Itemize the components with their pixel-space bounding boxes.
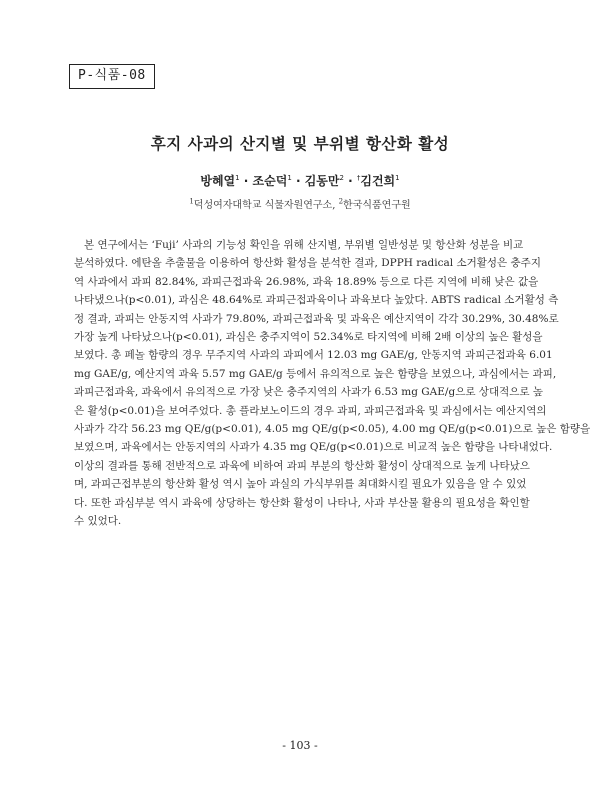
abstract-line: 수 있었다. — [74, 515, 122, 528]
affiliation-mark: 2 — [339, 174, 344, 182]
affiliation-mark: 1 — [395, 174, 400, 182]
author-name: 김동만$^2$ — [304, 174, 344, 188]
author-name: 조순덕$^1$ — [252, 174, 292, 188]
abstract-line: 며, 과피근접부분의 항산화 활성 역시 높아 과실의 가식부위를 최대화시킬 필요가 있음을 알 수 있었 — [74, 478, 527, 491]
author-list: 방혜열$^1$ · 조순덕$^1$ · 김동만$^2$ · †김건희$^1$ — [200, 174, 400, 188]
abstract-line: 사과가 각각 56.23 mg QE/g(p<0.01), 4.05 mg QE/g(p<0.05), 4.00 mg QE/g(p<0.01)으로 높은 함량을 — [74, 423, 591, 436]
abstract-line: mg GAE/g, 예산지역 과육 5.57 mg GAE/g 등에서 유의적으로 높은 함량을 보였으나, 과심에서는 과피, — [74, 367, 557, 380]
abstract-line: 분석하였다. 에탄올 추출물을 이용하여 항산화 활성을 분석한 결과, DPPH radical 소거활성은 충주지 — [74, 257, 541, 270]
affiliation-mark: 1 — [287, 174, 292, 182]
abstract-body — [74, 236, 591, 531]
abstract-line: 이상의 결과를 통해 전반적으로 과육에 비하여 과피 부분의 항산화 활성이 상대적으로 높게 나타났으 — [74, 459, 530, 472]
abstract-line: 역 사과에서 과피 82.84%, 과피근접과육 26.98%, 과육 18.89% 등으로 다른 지역에 비해 낮은 값을 — [74, 275, 539, 288]
author-name: †김건희$^1$ — [356, 174, 400, 188]
abstract-line: 가장 높게 나타났으나(p<0.01), 과심은 충주지역이 52.34%로 타지역에 비해 2배 이상의 높은 활성을 — [74, 331, 543, 344]
paper-title: 후지 사과의 산지별 및 부위별 항산화 활성 — [150, 135, 450, 153]
abstract-line: 은 활성(p<0.01)을 보여주었다. 총 플라보노이드의 경우 과피, 과피근접과육 및 과심에서는 예산지역의 — [74, 404, 547, 417]
affiliation: $^2$한국식품연구원 — [338, 197, 411, 211]
session-tag: P-식품-08 — [69, 64, 155, 89]
abstract-line: 나타냈으나(p<0.01), 과심은 48.64%로 과피근접과육이나 과육보다 높았다. ABTS radical 소거활성 측 — [74, 294, 559, 307]
abstract-line: 정 결과, 과피는 안동지역 사과가 79.80%, 과피근접과육 및 과육은 예산지역이 각각 30.29%, 30.48%로 — [74, 312, 559, 325]
corresponding-mark: † — [356, 174, 361, 182]
abstract-line: 본 연구에서는 ‘Fuji’ 사과의 기능성 확인을 위해 산지별, 부위별 일반성분 및 항산화 성분을 비교 — [74, 239, 524, 251]
abstract-line: 보였으며, 과육에서는 안동지역의 사과가 4.35 mg QE/g(p<0.01)으로 비교적 높은 함량을 나타내었다. — [74, 441, 553, 454]
abstract-line: 과피근접과육, 과육에서 유의적으로 가장 낮은 충주지역의 사과가 6.53 mg GAE/g으로 상대적으로 높 — [74, 386, 544, 399]
author-name: 방혜열$^1$ — [200, 174, 240, 188]
abstract-line: 보였다. 총 페놀 함량의 경우 무주지역 사과의 과피에서 12.03 mg GAE/g, 안동지역 과피근접과육 6.01 — [74, 349, 553, 362]
page-number: - 103 - — [282, 739, 318, 752]
abstract-line: 다. 또한 과심부분 역시 과육에 상당하는 항산화 활성이 나타나, 사과 부산물 활용의 필요성을 확인할 — [74, 496, 530, 509]
affiliation: $^1$덕성여자대학교 식물자원연구소, — [189, 197, 336, 211]
affiliations — [0, 196, 600, 211]
affiliation-mark: 1 — [235, 174, 240, 182]
